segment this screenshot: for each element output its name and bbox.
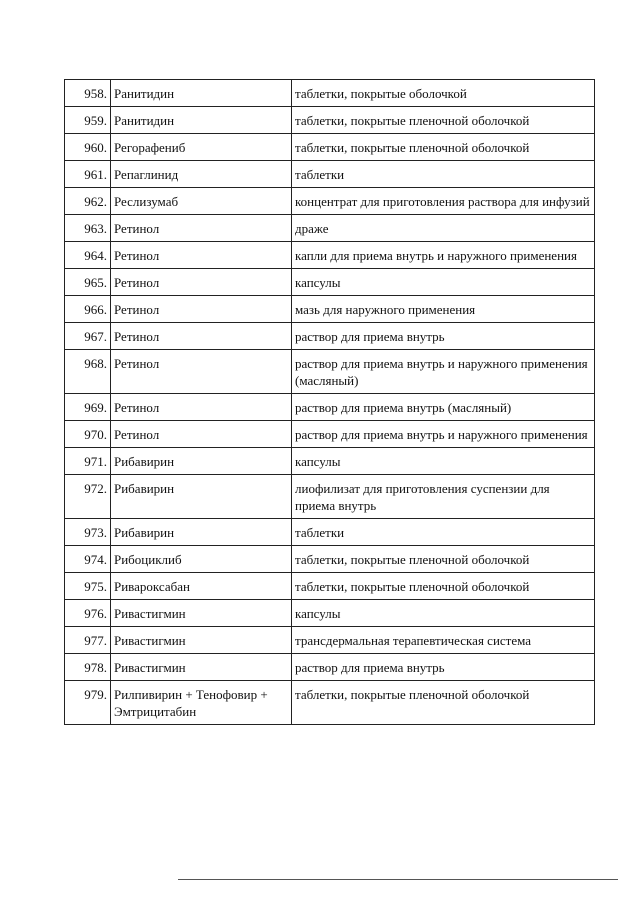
dosage-form: капсулы [292, 269, 595, 296]
drug-name: Ретинол [111, 323, 292, 350]
table-row [65, 188, 595, 215]
drug-name: Ривастигмин [111, 654, 292, 681]
table-row [65, 519, 595, 546]
table-row [65, 546, 595, 573]
drug-name: Рибавирин [111, 448, 292, 475]
row-number: 974. [65, 546, 111, 573]
dosage-form: таблетки, покрытые пленочной оболочкой [292, 681, 595, 725]
row-number: 969. [65, 394, 111, 421]
dosage-form: раствор для приема внутрь и наружного применения [292, 421, 595, 448]
drug-name: Ретинол [111, 215, 292, 242]
dosage-form: таблетки [292, 161, 595, 188]
drug-name: Ретинол [111, 242, 292, 269]
table-row [65, 627, 595, 654]
table-row [65, 323, 595, 350]
drug-name: Рилпивирин + Тенофовир + Эмтрицитабин [111, 681, 292, 725]
dosage-form: капли для приема внутрь и наружного применения [292, 242, 595, 269]
drug-table-body [65, 80, 595, 725]
drug-name: Рибавирин [111, 475, 292, 519]
dosage-form: драже [292, 215, 595, 242]
row-number: 968. [65, 350, 111, 394]
drug-name: Ранитидин [111, 80, 292, 107]
table-row [65, 242, 595, 269]
dosage-form: раствор для приема внутрь (масляный) [292, 394, 595, 421]
row-number: 970. [65, 421, 111, 448]
row-number: 975. [65, 573, 111, 600]
drug-name: Ранитидин [111, 107, 292, 134]
dosage-form: мазь для наружного применения [292, 296, 595, 323]
dosage-form: капсулы [292, 448, 595, 475]
dosage-form: таблетки, покрытые пленочной оболочкой [292, 573, 595, 600]
dosage-form: таблетки, покрытые пленочной оболочкой [292, 134, 595, 161]
row-number: 979. [65, 681, 111, 725]
footer-divider [178, 879, 618, 880]
table-row [65, 107, 595, 134]
table-row [65, 681, 595, 725]
row-number: 963. [65, 215, 111, 242]
dosage-form: таблетки, покрытые пленочной оболочкой [292, 107, 595, 134]
drug-name: Ривароксабан [111, 573, 292, 600]
dosage-form: таблетки, покрытые оболочкой [292, 80, 595, 107]
table-row [65, 475, 595, 519]
drug-name: Ретинол [111, 394, 292, 421]
table-row [65, 296, 595, 323]
row-number: 961. [65, 161, 111, 188]
table-row [65, 350, 595, 394]
dosage-form: таблетки [292, 519, 595, 546]
drug-name: Ривастигмин [111, 600, 292, 627]
table-row [65, 269, 595, 296]
dosage-form: раствор для приема внутрь [292, 323, 595, 350]
drug-name: Ретинол [111, 296, 292, 323]
table-row [65, 394, 595, 421]
dosage-form: трансдермальная терапевтическая система [292, 627, 595, 654]
drug-name: Ретинол [111, 269, 292, 296]
row-number: 962. [65, 188, 111, 215]
dosage-form: концентрат для приготовления раствора для инфузий [292, 188, 595, 215]
row-number: 976. [65, 600, 111, 627]
drug-name: Регорафениб [111, 134, 292, 161]
table-row [65, 161, 595, 188]
row-number: 959. [65, 107, 111, 134]
table-row [65, 654, 595, 681]
dosage-form: лиофилизат для приготовления суспензии для приема внутрь [292, 475, 595, 519]
table-row [65, 215, 595, 242]
dosage-form: раствор для приема внутрь [292, 654, 595, 681]
drug-name: Ривастигмин [111, 627, 292, 654]
drug-name: Рибоциклиб [111, 546, 292, 573]
row-number: 978. [65, 654, 111, 681]
row-number: 965. [65, 269, 111, 296]
table-row [65, 600, 595, 627]
row-number: 973. [65, 519, 111, 546]
row-number: 966. [65, 296, 111, 323]
row-number: 958. [65, 80, 111, 107]
row-number: 977. [65, 627, 111, 654]
row-number: 960. [65, 134, 111, 161]
row-number: 971. [65, 448, 111, 475]
row-number: 972. [65, 475, 111, 519]
drug-list-table [64, 79, 595, 725]
table-row [65, 80, 595, 107]
dosage-form: капсулы [292, 600, 595, 627]
drug-name: Ретинол [111, 421, 292, 448]
table-row [65, 134, 595, 161]
drug-name: Ретинол [111, 350, 292, 394]
drug-name: Реслизумаб [111, 188, 292, 215]
drug-name: Репаглинид [111, 161, 292, 188]
dosage-form: раствор для приема внутрь и наружного применения (масляный) [292, 350, 595, 394]
row-number: 967. [65, 323, 111, 350]
table-row [65, 421, 595, 448]
drug-name: Рибавирин [111, 519, 292, 546]
table-row [65, 448, 595, 475]
dosage-form: таблетки, покрытые пленочной оболочкой [292, 546, 595, 573]
row-number: 964. [65, 242, 111, 269]
table-row [65, 573, 595, 600]
